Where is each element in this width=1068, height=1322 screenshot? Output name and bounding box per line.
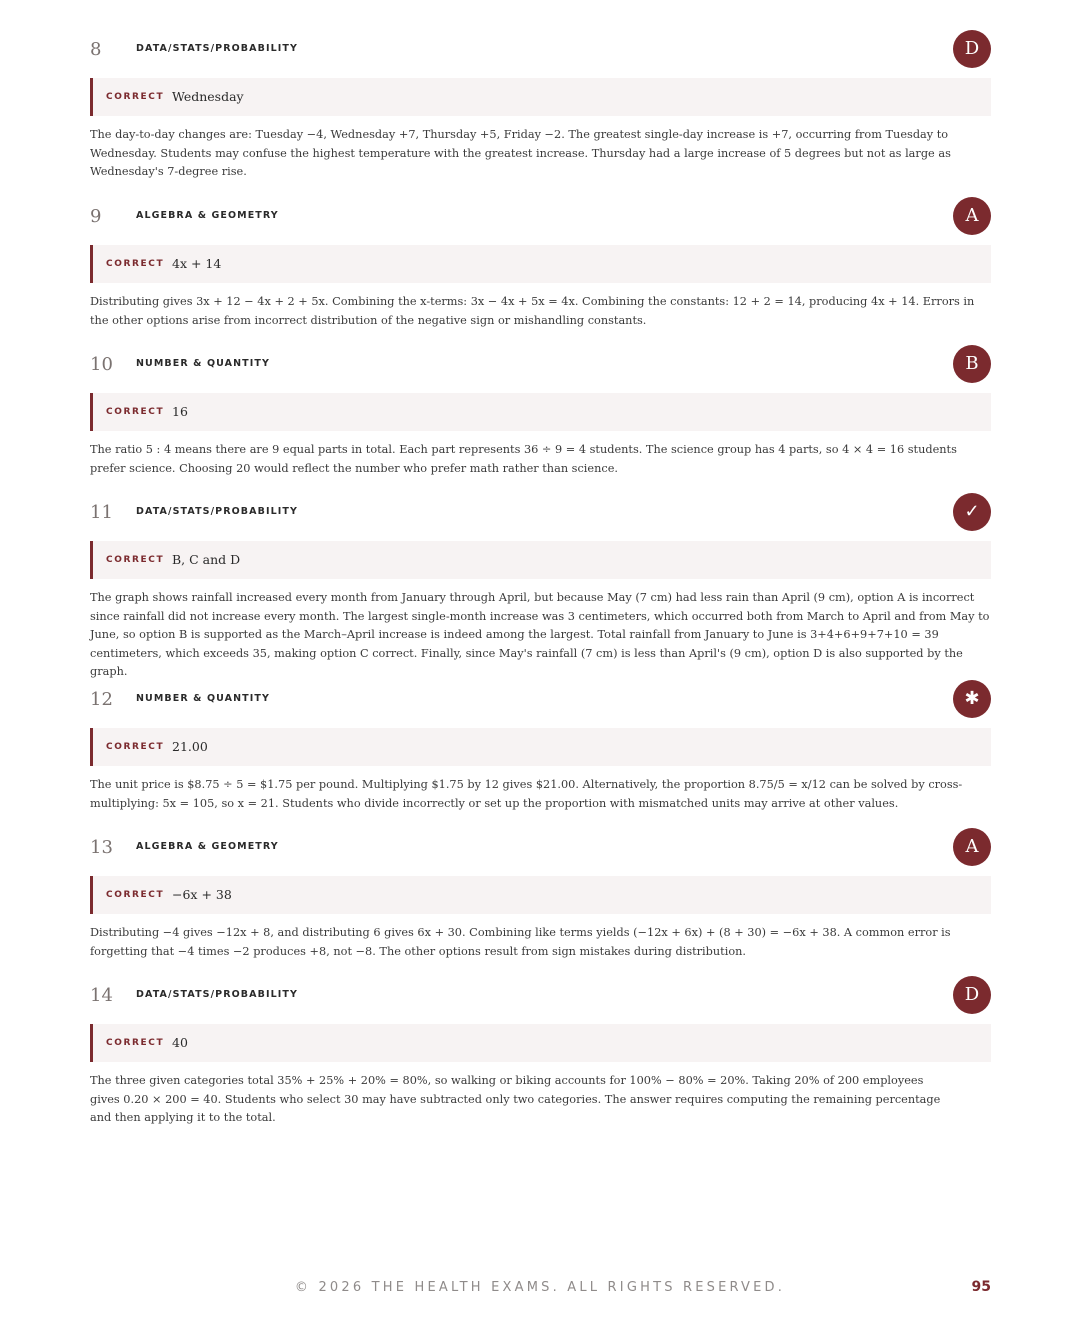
question-category: ALGEBRA & GEOMETRY bbox=[136, 210, 279, 221]
question-13 bbox=[90, 828, 991, 976]
question-header bbox=[90, 493, 991, 533]
answer-explanation: The three given categories total 35% + 25% + 20% = 80%, so walking or biking accounts for 100% − 80% = 20%. Taking 20% of 200 employees gives 0.20 × 200 = 40. Students who select 30 may have subtracted only two categories. The answer requires computing the remaining percentage and then applying it to the total. bbox=[90, 1074, 941, 1125]
correct-answer-value: 16 bbox=[172, 404, 188, 419]
correct-label: CORRECT bbox=[106, 742, 165, 752]
answer-explanation: Distributing −4 gives −12x + 8, and distributing 6 gives 6x + 30. Combining like terms yields (−12x + 6x) + (8 + 30) = −6x + 38. A common error is forgetting that −4 times −2 produces +8, not −8. The other options result from sign mistakes during distribution. bbox=[90, 926, 951, 958]
answer-letter-badge: A bbox=[953, 828, 991, 866]
correct-label: CORRECT bbox=[106, 1038, 165, 1048]
answer-explanation: Distributing gives 3x + 12 − 4x + 2 + 5x. Combining the x-terms: 3x − 4x + 5x = 4x. Combining the constants: 12 + 2 = 14, producing 4x + 14. Errors in the other options arise from incorrect distribution of the negative sign or mishandling constants. bbox=[90, 295, 975, 327]
correct-label: CORRECT bbox=[106, 407, 165, 417]
question-number: 13 bbox=[90, 837, 113, 858]
correct-answer-value: 21.00 bbox=[172, 739, 208, 754]
question-header bbox=[90, 345, 991, 385]
question-number: 11 bbox=[90, 502, 113, 523]
correct-label: CORRECT bbox=[106, 890, 165, 900]
correct-answer-box bbox=[90, 245, 991, 283]
answer-key-page bbox=[90, 30, 991, 1143]
question-header bbox=[90, 828, 991, 868]
correct-label: CORRECT bbox=[106, 555, 165, 565]
correct-answer-box bbox=[90, 393, 991, 431]
answer-letter-badge: D bbox=[953, 976, 991, 1014]
correct-label: CORRECT bbox=[106, 92, 165, 102]
question-category: DATA/STATS/PROBABILITY bbox=[136, 989, 298, 1000]
question-9 bbox=[90, 197, 991, 345]
correct-label: CORRECT bbox=[106, 259, 165, 269]
correct-answer-box bbox=[90, 1024, 991, 1062]
question-category: DATA/STATS/PROBABILITY bbox=[136, 43, 298, 54]
correct-answer-value: −6x + 38 bbox=[172, 887, 232, 902]
question-11 bbox=[90, 493, 991, 680]
question-category: DATA/STATS/PROBABILITY bbox=[136, 506, 298, 517]
answer-explanation: The graph shows rainfall increased every month from January through April, but because May (7 cm) had less rain than April (9 cm), option A is incorrect since rainfall did not increase every month. The largest single-month increase was 3 centimeters, which occurred both from March to April and from May to June, so option B is supported as the March–April increase is indeed among the largest. Total rainfall from January to June is 3+4+6+9+7+10 = 39 centimeters, which exceeds 35, making option C correct. Finally, since May's rainfall (7 cm) is less than April's (9 cm), option D is also supported by the graph. bbox=[90, 591, 990, 679]
answer-letter-badge: D bbox=[953, 30, 991, 68]
correct-answer-value: 4x + 14 bbox=[172, 256, 222, 271]
question-category: NUMBER & QUANTITY bbox=[136, 358, 270, 369]
correct-answer-box bbox=[90, 728, 991, 766]
question-category: ALGEBRA & GEOMETRY bbox=[136, 841, 279, 852]
question-header bbox=[90, 30, 991, 70]
page-number: 95 bbox=[971, 1279, 991, 1295]
question-header bbox=[90, 680, 991, 720]
question-category: NUMBER & QUANTITY bbox=[136, 693, 270, 704]
correct-answer-value: B, C and D bbox=[172, 552, 241, 567]
correct-answer-box bbox=[90, 876, 991, 914]
correct-answer-box bbox=[90, 78, 991, 116]
question-8 bbox=[90, 30, 991, 197]
question-number: 12 bbox=[90, 689, 113, 710]
asterisk-badge-icon: ✱ bbox=[953, 680, 991, 718]
checkmark-badge-icon: ✓ bbox=[953, 493, 991, 531]
question-number: 8 bbox=[90, 39, 102, 60]
answer-letter-badge: B bbox=[953, 345, 991, 383]
answer-explanation: The ratio 5 : 4 means there are 9 equal parts in total. Each part represents 36 ÷ 9 = 4 students. The science group has 4 parts, so 4 × 4 = 16 students prefer science. Choosing 20 would reflect the number who prefer math rather than science. bbox=[90, 443, 957, 475]
question-number: 10 bbox=[90, 354, 113, 375]
question-12 bbox=[90, 680, 991, 828]
question-number: 14 bbox=[90, 985, 113, 1006]
correct-answer-value: 40 bbox=[172, 1035, 188, 1050]
question-header bbox=[90, 197, 991, 237]
correct-answer-box bbox=[90, 541, 991, 579]
question-10 bbox=[90, 345, 991, 493]
answer-explanation: The day-to-day changes are: Tuesday −4, Wednesday +7, Thursday +5, Friday −2. The greatest single-day increase is +7, occurring from Tuesday to Wednesday. Students may confuse the highest temperature with the greatest increase. Thursday had a large increase of 5 degrees but not as large as Wednesday's 7-degree rise. bbox=[90, 128, 951, 179]
answer-letter-badge: A bbox=[953, 197, 991, 235]
question-number: 9 bbox=[90, 206, 102, 227]
question-header bbox=[90, 976, 991, 1016]
correct-answer-value: Wednesday bbox=[172, 89, 244, 104]
question-14 bbox=[90, 976, 991, 1143]
copyright-footer: © 2026 THE HEALTH EXAMS. ALL RIGHTS RESERVED. bbox=[294, 1280, 786, 1295]
answer-explanation: The unit price is $8.75 ÷ 5 = $1.75 per pound. Multiplying $1.75 by 12 gives $21.00. Alternatively, the proportion 8.75/5 = x/12 can be solved by cross-multiplying: 5x = 105, so x = 21. Students who divide incorrectly or set up the proportion with mismatched units may arrive at other values. bbox=[90, 778, 963, 810]
